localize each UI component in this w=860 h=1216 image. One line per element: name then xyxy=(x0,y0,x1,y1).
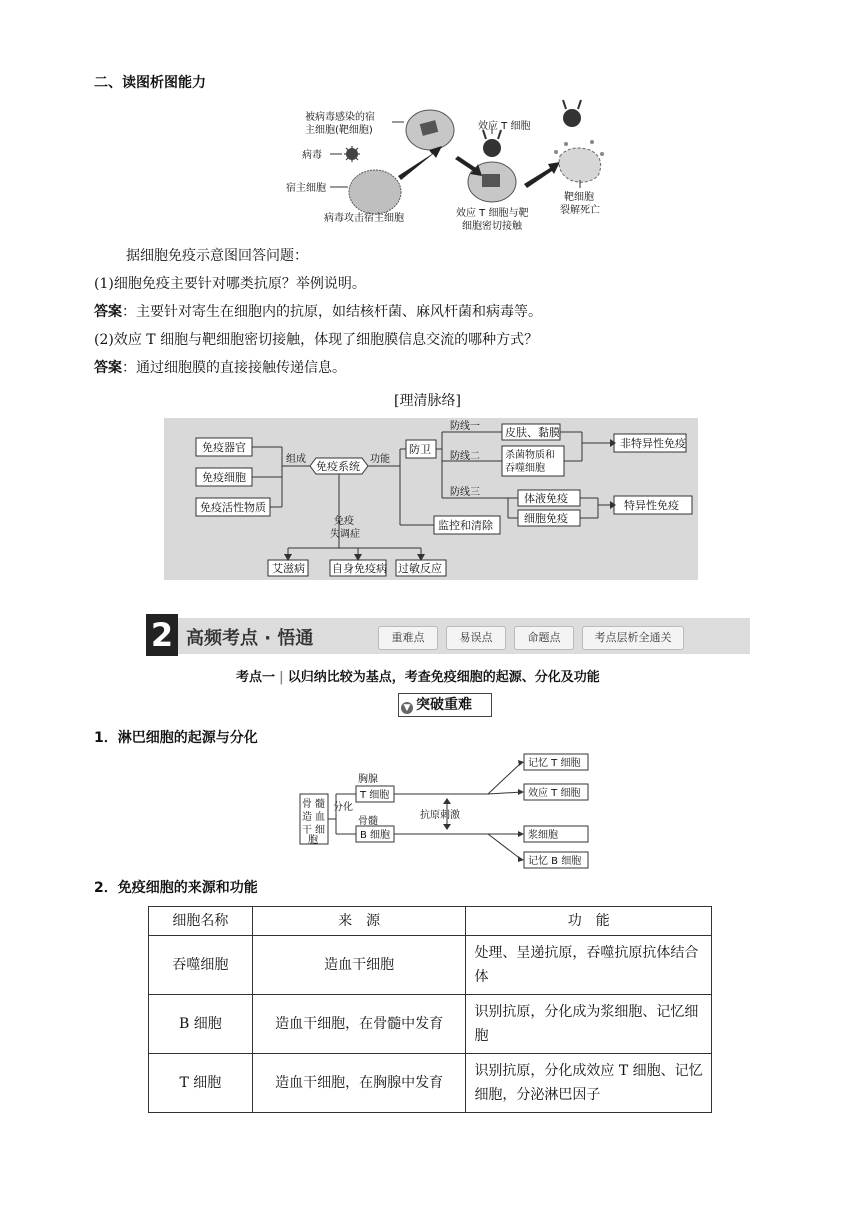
mm-line2: 防线二 xyxy=(450,451,480,462)
host-cell-icon xyxy=(349,170,401,214)
lin-stem1: 骨 xyxy=(302,799,312,810)
lin-marrow: 骨髓 xyxy=(358,816,378,827)
cell-function: 识别抗原，分化成效应 T 细胞、记忆细胞，分泌淋巴因子 xyxy=(466,1054,712,1113)
pill-mistakes[interactable]: 易误点 xyxy=(446,626,506,650)
chevron-down-icon: ▼ xyxy=(401,702,413,714)
item-2-heading: 2．免疫细胞的来源和功能 xyxy=(94,880,258,896)
mm-defense: 防卫 xyxy=(409,443,431,456)
arrow-icon xyxy=(398,146,442,180)
mm-aids: 艾滋病 xyxy=(272,562,305,575)
mm-compose: 组成 xyxy=(286,454,306,465)
breakthrough-badge xyxy=(398,693,492,717)
lin-antigen: 抗原刺激 xyxy=(420,810,460,821)
lin-plasma: 浆细胞 xyxy=(528,830,558,841)
cell-source: 造血干细胞，在胸腺中发育 xyxy=(252,1054,466,1113)
lin-effT: 效应 T 细胞 xyxy=(528,788,581,799)
mm-allergy: 过敏反应 xyxy=(398,562,442,575)
cell-function: 处理、呈递抗原，吞噬抗原抗体结合体 xyxy=(466,936,712,995)
lin-bcell: B 细胞 xyxy=(360,830,391,841)
arrow-right-icon xyxy=(524,162,560,188)
mm-active: 免疫活性物质 xyxy=(200,501,266,514)
lin-stem4: 血 xyxy=(315,812,325,823)
infected-label-2: 主细胞(靶细胞) xyxy=(305,125,373,136)
pill-full-analysis[interactable]: 考点层析全通关 xyxy=(582,626,684,650)
attack-label: 病毒攻击宿主细胞 xyxy=(324,213,404,224)
answer-2 xyxy=(94,358,346,378)
effector-label: 效应 T 细胞 xyxy=(478,121,531,132)
key-point-text: 以归纳比较为基点，考查免疫细胞的起源、分化及功能 xyxy=(287,670,600,685)
banner-title: 高频考点 · 悟通 xyxy=(186,628,314,649)
host-label: 宿主细胞 xyxy=(286,183,326,194)
section-heading: 二、读图析图能力 xyxy=(94,75,206,91)
lin-stem3: 造 xyxy=(302,812,312,823)
mm-line3: 防线三 xyxy=(450,487,480,498)
intro-text: 据细胞免疫示意图回答问题： xyxy=(126,248,308,264)
lysed-cell-icon xyxy=(554,100,604,182)
infected-label: 被病毒感染的宿 xyxy=(305,112,375,123)
mm-disorder2: 失调症 xyxy=(330,529,360,540)
mindmap-title: [理清脉络] xyxy=(394,393,461,409)
immune-cells-table xyxy=(148,906,712,1113)
cell-immunity-figure xyxy=(280,96,610,238)
banner-number: 2 xyxy=(146,614,178,656)
immune-system-mindmap xyxy=(164,418,698,580)
mm-line1: 防线一 xyxy=(450,421,480,432)
lysis-label: 靶细胞 xyxy=(564,192,594,203)
mm-cellular: 细胞免疫 xyxy=(524,512,568,525)
mm-cells: 免疫细胞 xyxy=(202,471,246,484)
mm-humoral: 体液免疫 xyxy=(524,492,568,505)
key-point-prefix: 考点一 xyxy=(236,670,276,685)
cell-name: T 细胞 xyxy=(149,1054,253,1113)
mm-auto: 自身免疫病 xyxy=(332,562,387,575)
lysis-label-2: 裂解死亡 xyxy=(560,205,600,216)
mm-function: 功能 xyxy=(370,454,390,465)
question-2: (2)效应 T 细胞与靶细胞密切接触，体现了细胞膜信息交流的哪种方式？ xyxy=(94,332,539,348)
lin-tcell: T 细胞 xyxy=(360,790,390,801)
lin-stem5: 干 xyxy=(302,825,312,836)
contact-label: 效应 T 细胞与靶 xyxy=(456,208,529,219)
lin-stem6: 细 xyxy=(315,825,325,836)
cell-function: 识别抗原，分化成为浆细胞、记忆细胞 xyxy=(466,995,712,1054)
mm-system: 免疫系统 xyxy=(316,460,360,473)
answer-label: 答案 xyxy=(94,304,122,320)
arrow-down-icon xyxy=(455,156,482,176)
mm-monitor: 监控和清除 xyxy=(438,519,493,532)
cell-name: 吞噬细胞 xyxy=(149,936,253,995)
mm-disorder1: 免疫 xyxy=(334,516,354,527)
table-header-row xyxy=(149,907,712,936)
lin-differentiate: 分化 xyxy=(333,802,353,813)
mm-organ: 免疫器官 xyxy=(202,441,246,454)
mm-skin: 皮肤、黏膜 xyxy=(505,426,560,439)
effector-t-cell-icon xyxy=(483,139,501,157)
virus-label: 病毒 xyxy=(302,150,322,161)
mm-bact1: 杀菌物质和 xyxy=(505,450,555,461)
badge-label: 突破重难 xyxy=(416,697,472,713)
header-cell: 细胞名称 xyxy=(149,907,253,936)
mm-nonspecific: 非特异性免疫 xyxy=(620,437,686,450)
lin-stem7: 胞 xyxy=(308,835,318,846)
lin-thymus: 胸腺 xyxy=(358,774,378,785)
table-row xyxy=(149,936,712,995)
mm-specific: 特异性免疫 xyxy=(624,499,679,512)
cell-source: 造血干细胞，在骨髓中发育 xyxy=(252,995,466,1054)
contact-label-2: 细胞密切接触 xyxy=(462,221,522,232)
item-1-heading: 1．淋巴细胞的起源与分化 xyxy=(94,730,258,746)
answer-2-text: ：通过细胞膜的直接接触传递信息。 xyxy=(122,360,346,376)
cell-name: B 细胞 xyxy=(149,995,253,1054)
pill-key-points[interactable]: 重难点 xyxy=(378,626,438,650)
table-row xyxy=(149,1054,712,1113)
lin-memT: 记忆 T 细胞 xyxy=(528,758,581,769)
header-cell: 来 源 xyxy=(252,907,466,936)
question-1: (1)细胞免疫主要针对哪类抗原？举例说明。 xyxy=(94,276,366,292)
key-point-title: 考点一 | 以归纳比较为基点，考查免疫细胞的起源、分化及功能 xyxy=(236,670,600,685)
answer-1 xyxy=(94,302,542,322)
lin-stem2: 髓 xyxy=(315,799,325,810)
lin-memB: 记忆 B 细胞 xyxy=(528,856,582,867)
pill-exam-points[interactable]: 命题点 xyxy=(514,626,574,650)
answer-1-text: ：主要针对寄生在细胞内的抗原，如结核杆菌、麻风杆菌和病毒等。 xyxy=(122,304,542,320)
answer-label: 答案 xyxy=(94,360,122,376)
table-row xyxy=(149,995,712,1054)
lymphocyte-lineage-diagram xyxy=(300,752,592,870)
header-cell: 功 能 xyxy=(466,907,712,936)
mm-bact2: 吞噬细胞 xyxy=(505,463,545,474)
cell-source: 造血干细胞 xyxy=(252,936,466,995)
